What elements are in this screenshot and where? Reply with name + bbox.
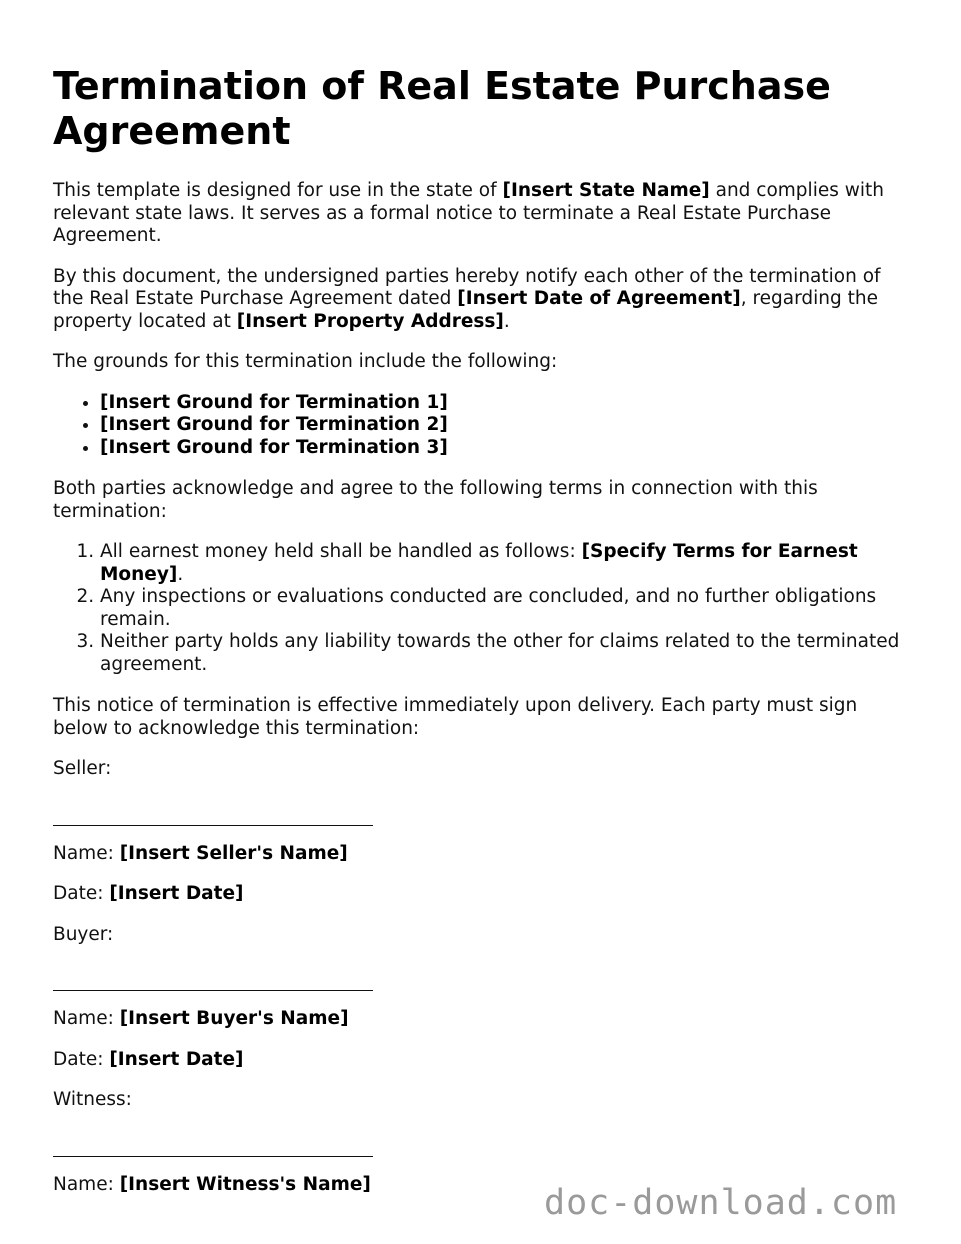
witness-label: Witness: <box>53 1089 132 1110</box>
ground-placeholder: [Insert Ground for Termination 2] <box>100 414 448 435</box>
notice-text-post: . <box>503 310 510 332</box>
buyer-signature-line[interactable] <box>53 990 373 991</box>
seller-date-label: Date: <box>53 883 110 904</box>
witness-name-label: Name: <box>53 1173 120 1195</box>
terms-intro: Both parties acknowledge and agree to the following terms in connection with this termination: <box>53 478 818 522</box>
list-item <box>100 631 913 676</box>
buyer-date-line <box>53 1049 913 1072</box>
intro-text-post: and complies with relevant state laws. It serves as a formal notice to terminate a Real Estate Purchase Agreement. <box>53 180 884 246</box>
notice-paragraph <box>53 266 913 334</box>
witness-signature-line[interactable] <box>53 1156 373 1157</box>
terms-list <box>53 541 913 676</box>
seller-date-line <box>53 883 913 906</box>
property-address-placeholder: [Insert Property Address] <box>236 310 504 332</box>
term-3-text: Neither party holds any liability towards the other for claims related to the terminated agreement. <box>100 631 900 675</box>
term-1-text: All earnest money held shall be handled as follows: <box>100 541 582 562</box>
notice-text-mid: , regarding the property located at <box>53 288 879 332</box>
ground-placeholder: [Insert Ground for Termination 3] <box>100 436 448 458</box>
list-item <box>100 586 913 631</box>
ground-placeholder: [Insert Ground for Termination 1] <box>100 391 448 413</box>
effective-paragraph: This notice of termination is effective immediately upon delivery. Each party must sign below to acknowledge this termination: <box>53 695 858 739</box>
agreement-date-placeholder: [Insert Date of Agreement] <box>457 288 741 309</box>
seller-date-placeholder: [Insert Date] <box>109 883 244 904</box>
seller-label: Seller: <box>53 758 112 779</box>
witness-name-placeholder: [Insert Witness's Name] <box>119 1173 371 1195</box>
seller-name-line <box>53 843 913 866</box>
intro-text-pre: This template is designed for use in the state of <box>53 180 503 201</box>
list-item <box>100 392 913 415</box>
list-item <box>100 541 913 586</box>
list-item <box>100 437 913 460</box>
state-placeholder: [Insert State Name] <box>502 180 710 201</box>
buyer-label: Buyer: <box>53 923 114 945</box>
seller-name-label: Name: <box>53 842 120 864</box>
seller-name-placeholder: [Insert Seller's Name] <box>119 842 348 864</box>
seller-signature-line[interactable] <box>53 825 373 826</box>
document-title: Termination of Real Estate Purchase Agreement <box>53 64 831 153</box>
term-1-post: . <box>177 563 184 585</box>
grounds-intro: The grounds for this termination include the following: <box>53 351 558 372</box>
list-item <box>100 414 913 437</box>
buyer-date-label: Date: <box>53 1048 110 1070</box>
watermark-text: doc-download.com <box>544 1183 898 1223</box>
buyer-name-line <box>53 1008 913 1031</box>
notice-text-pre: By this document, the undersigned parties hereby notify each other of the termination of the Real Estate Purchase Agreement dated <box>53 265 881 309</box>
grounds-list <box>53 392 913 460</box>
buyer-name-placeholder: [Insert Buyer's Name] <box>119 1008 349 1029</box>
earnest-money-placeholder: [Specify Terms for Earnest Money] <box>100 541 858 585</box>
buyer-date-placeholder: [Insert Date] <box>109 1048 244 1070</box>
term-2-text: Any inspections or evaluations conducted are concluded, and no further obligations remain. <box>100 586 877 630</box>
document-page <box>53 64 913 1214</box>
intro-paragraph <box>53 180 913 248</box>
buyer-name-label: Name: <box>53 1008 120 1029</box>
